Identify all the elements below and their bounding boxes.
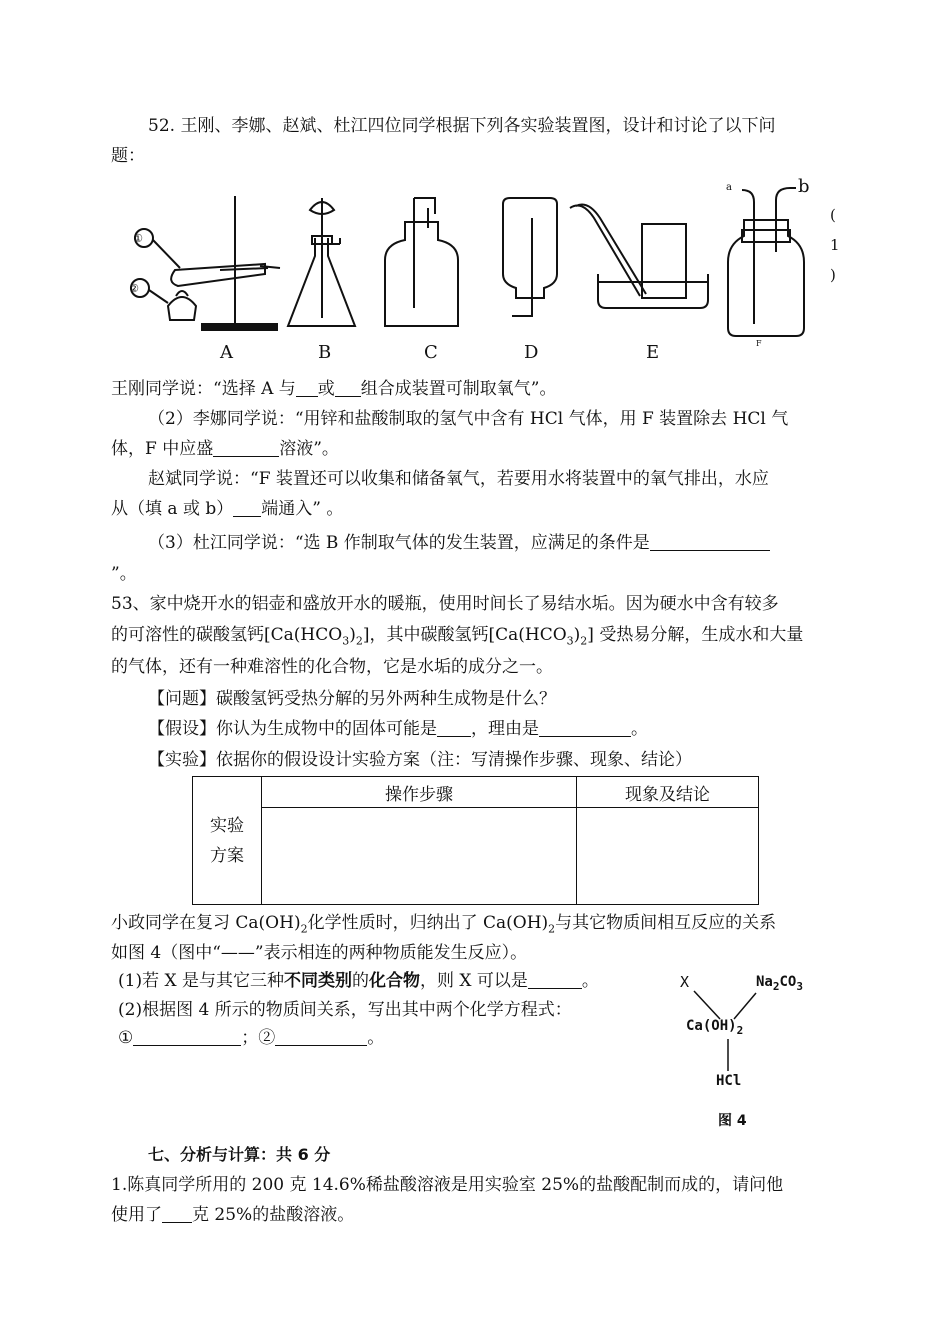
caoh-q1: (1)若 X 是与其它三种不同类别的化合物，则 X 可以是 。 [118, 971, 599, 991]
blank-52-2[interactable] [335, 379, 361, 397]
section7-heading: 七、分析与计算：共 6 分 [148, 1145, 331, 1164]
fig4-x: X [680, 973, 690, 991]
caoh-q3: ① ；② 。 [118, 1028, 385, 1048]
label-c: C [424, 342, 438, 363]
q52-intro-line2: 题： [111, 146, 145, 166]
side-note-close: ) [830, 266, 836, 284]
port-label-a: a [726, 182, 732, 193]
blank-52-condition[interactable] [650, 533, 770, 551]
q53-line3: 的气体，还有一种难溶性的化合物，它是水垢的成分之一。 [111, 657, 553, 677]
q52-p4-line1: （3）杜江同学说：“选 B 作制取气体的发生装置，应满足的条件是 [148, 531, 770, 555]
cell-steps[interactable] [262, 808, 577, 905]
q52-p3-line2: 从（填 a 或 b） 端通入” 。 [111, 499, 344, 519]
col-header-steps: 操作步骤 [262, 777, 577, 808]
blank-53-solid[interactable] [437, 719, 471, 737]
caoh-line2: 如图 4（图中“——”表示相连的两种物质能发生反应）。 [111, 943, 528, 963]
label-d: D [524, 342, 539, 363]
blank-53-reason[interactable] [539, 719, 631, 737]
label-a: A [220, 342, 233, 363]
fig4-hcl: HCl [716, 1073, 742, 1089]
edge-x-center [694, 991, 720, 1019]
blank-x[interactable] [528, 971, 582, 989]
q53-line1: 53、家中烧开水的铝壶和盛放开水的暖瓶，使用时间长了易结水垢。因为硬水中含有较多 [111, 594, 779, 614]
col-header-result: 现象及结论 [577, 777, 759, 808]
cell-result[interactable] [577, 808, 759, 905]
experiment-plan-table [192, 776, 759, 905]
q52-intro-line1: 52. 王刚、李娜、赵斌、杜江四位同学根据下列各实验装置图，设计和讨论了以下问 [148, 116, 776, 136]
fig4-caoh2: $Ca(OH)_2$ [686, 1018, 744, 1037]
blank-52-solution[interactable] [213, 439, 279, 457]
blank-52-port[interactable] [233, 499, 261, 517]
caoh-q2: (2)根据图 4 所示的物质间关系，写出其中两个化学方程式： [118, 1000, 572, 1020]
figure-4 [660, 965, 840, 1135]
label-b: B [318, 342, 332, 363]
q52-p4-line2: ”。 [111, 564, 137, 584]
q53-question: 【问题】碳酸氢钙受热分解的另外两种生成物是什么？ [148, 689, 556, 709]
fig4-na2co3: $Na_2CO_3$ [756, 974, 803, 993]
edge-na2co3-center [734, 993, 756, 1019]
blank-equation-2[interactable] [275, 1028, 367, 1046]
q53-line2: 的可溶性的碳酸氢钙$[Ca(HCO_3)_2]$，其中碳酸氢钙$[Ca(HCO_3)_2]$ 受热易分解，生成水和大量 [111, 625, 804, 648]
label-e: E [646, 342, 660, 363]
callout-1: ① [133, 232, 143, 245]
section7-line1: 1.陈真同学所用的 200 克 14.6%稀盐酸溶液是用实验室 25%的盐酸配制而成的，请问他 [111, 1175, 784, 1195]
blank-52-1[interactable] [296, 379, 318, 397]
blank-equation-1[interactable] [133, 1028, 241, 1046]
q52-p1: 王刚同学说：“选择 A 与 或 组合成装置可制取氧气”。 [111, 379, 557, 399]
row-header-cell: 实验 方案 [193, 777, 262, 905]
caoh-line1: 小政同学在复习 $Ca(OH)_2$化学性质时，归纳出了 $Ca(OH)_2$与其它物质间相互反应的关系 [111, 913, 777, 936]
apparatus-figure [120, 178, 820, 368]
side-note-num: 1 [830, 236, 840, 254]
side-note-open: ( [830, 206, 836, 224]
callout-2: ② [129, 282, 139, 295]
q52-p3-line1: 赵斌同学说：“F 装置还可以收集和储备氧气，若要用水将装置中的氧气排出，水应 [148, 469, 769, 489]
blank-mass[interactable] [162, 1205, 192, 1223]
port-label-b: b [798, 178, 810, 197]
section7-line2: 使用了 克 25%的盐酸溶液。 [111, 1205, 355, 1225]
fig4-caption: 图 4 [718, 1113, 747, 1129]
q52-p2-line2: 体，F 中应盛 溶液”。 [111, 439, 339, 459]
q53-experiment: 【实验】依据你的假设设计实验方案（注：写清操作步骤、现象、结论） [148, 750, 692, 770]
label-f: F [756, 339, 762, 348]
q53-hypothesis: 【假设】你认为生成物中的固体可能是 ，理由是 。 [148, 719, 648, 739]
q52-p2-line1: （2）李娜同学说：“用锌和盐酸制取的氢气中含有 HCl 气体，用 F 装置除去 HCl 气 [148, 409, 789, 429]
